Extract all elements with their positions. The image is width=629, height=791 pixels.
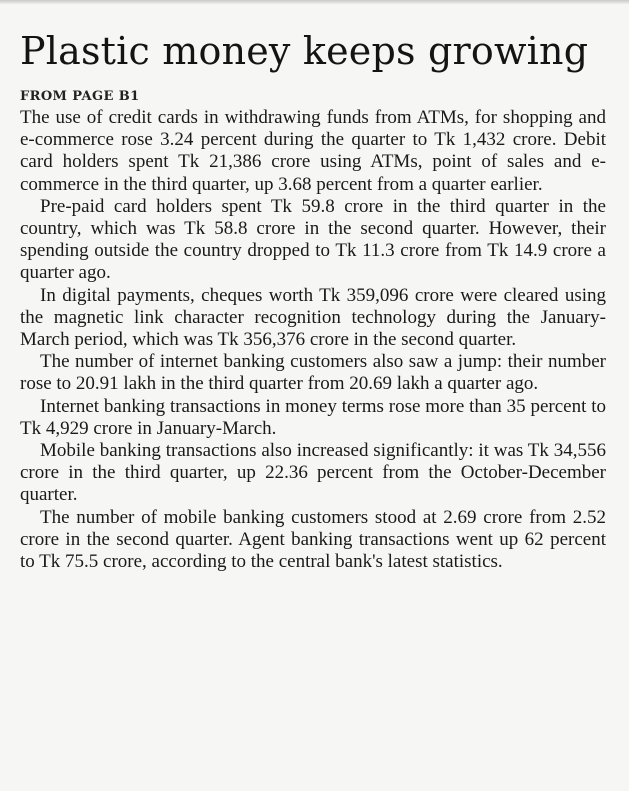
paragraph-internet-banking-transactions: Internet banking transactions in money terms rose more than 35 percent to Tk 4,929 crore in January-March. xyxy=(20,395,606,439)
paragraph-mobile-banking-transactions: Mobile banking transactions also increased significantly: it was Tk 34,556 crore in the third quarter, up 22.36 percent from the October-December quarter. xyxy=(20,440,606,506)
article-body xyxy=(20,107,606,573)
continuation-kicker: FROM PAGE B1 xyxy=(20,89,140,104)
top-rule-divider xyxy=(0,0,629,4)
headline: Plastic money keeps growing xyxy=(20,29,589,73)
paragraph-prepaid-cards: Pre-paid card holders spent Tk 59.8 crore in the third quarter in the country, which was Tk 58.8 crore in the second quarter. However, their spending outside the country dropped to Tk 11.3 crore from Tk 14.9 crore a quarter ago. xyxy=(20,195,606,284)
paragraph-credit-debit-cards: The use of credit cards in withdrawing funds from ATMs, for shopping and e-commerce rose 3.24 percent during the quarter to Tk 1,432 crore. Debit card holders spent Tk 21,386 crore using ATMs, point of sales and e-commerce in the third quarter, up 3.68 percent from a quarter earlier. xyxy=(20,107,606,195)
paragraph-mobile-and-agent-banking: The number of mobile banking customers stood at 2.69 crore from 2.52 crore in the second quarter. Agent banking transactions went up 62 percent to Tk 75.5 crore, according to the central bank's latest statistics. xyxy=(20,506,606,573)
paragraph-internet-banking-customers: The number of internet banking customers also saw a jump: their number rose to 20.91 lakh in the third quarter from 20.69 lakh a quarter ago. xyxy=(20,351,606,395)
paragraph-cheque-clearing: In digital payments, cheques worth Tk 359,096 crore were cleared using the magnetic link character recognition technology during the January-March period, which was Tk 356,376 crore in the second quarter. xyxy=(20,284,606,351)
